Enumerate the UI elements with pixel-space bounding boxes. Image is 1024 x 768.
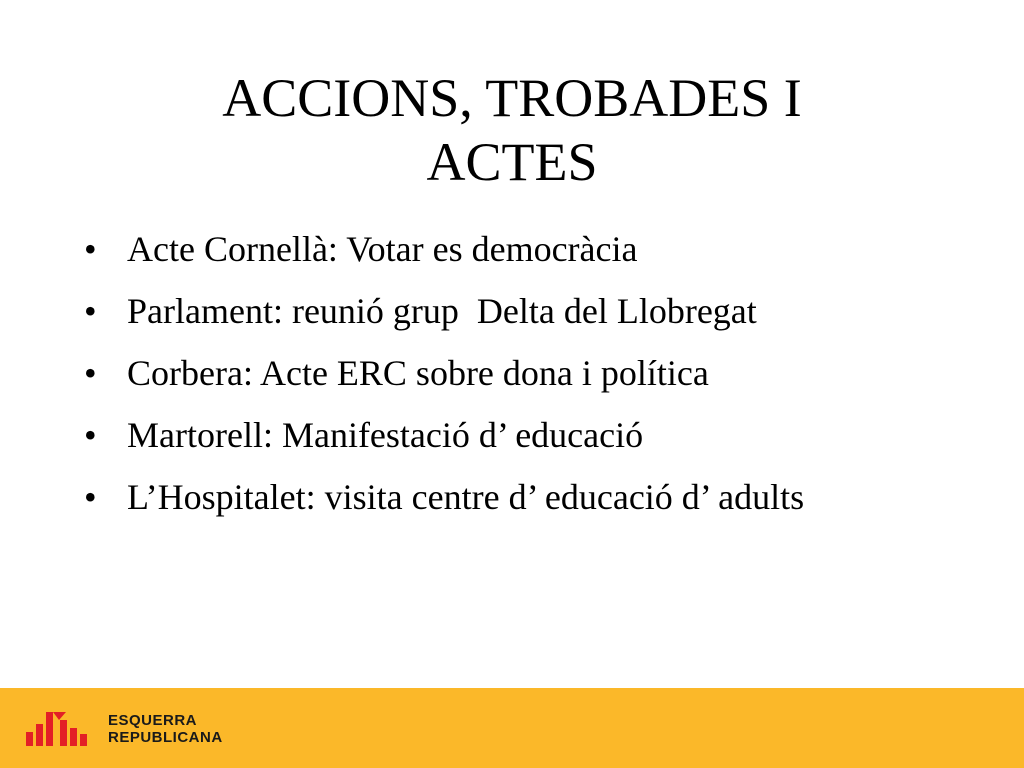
- brand-line-republicana: REPUBLICANA: [108, 729, 223, 746]
- bullet-text: Parlament: reunió grup Delta del Llobregat: [127, 291, 757, 331]
- bullet-text: Martorell: Manifestació d’ educació: [127, 415, 644, 455]
- erc-bars-icon: [26, 710, 94, 746]
- bullet-text: L’Hospitalet: visita centre d’ educació d’ adults: [127, 477, 805, 517]
- footer-bar: [0, 688, 1024, 768]
- bullet-text: Acte Cornellà: Votar es democràcia: [127, 229, 638, 269]
- bullet-dot: •: [84, 415, 97, 455]
- brand-wordmark: [108, 712, 223, 746]
- bullet-item: [80, 414, 940, 456]
- brand-line-esquerra: ESQUERRA: [108, 712, 198, 729]
- bullet-item: [80, 476, 867, 518]
- bullet-text: Corbera: Acte ERC sobre dona i política: [127, 353, 709, 393]
- bullet-dot: •: [84, 229, 97, 269]
- bullet-item: [80, 228, 940, 270]
- slide-title: ACCIONS, TROBADES I ACTES: [222, 68, 802, 192]
- bullet-item: [80, 352, 940, 394]
- bullet-item: [80, 290, 940, 332]
- bullet-dot: •: [84, 477, 97, 517]
- bullet-dot: •: [84, 291, 97, 331]
- bullet-list: [80, 228, 940, 538]
- bullet-dot: •: [84, 353, 97, 393]
